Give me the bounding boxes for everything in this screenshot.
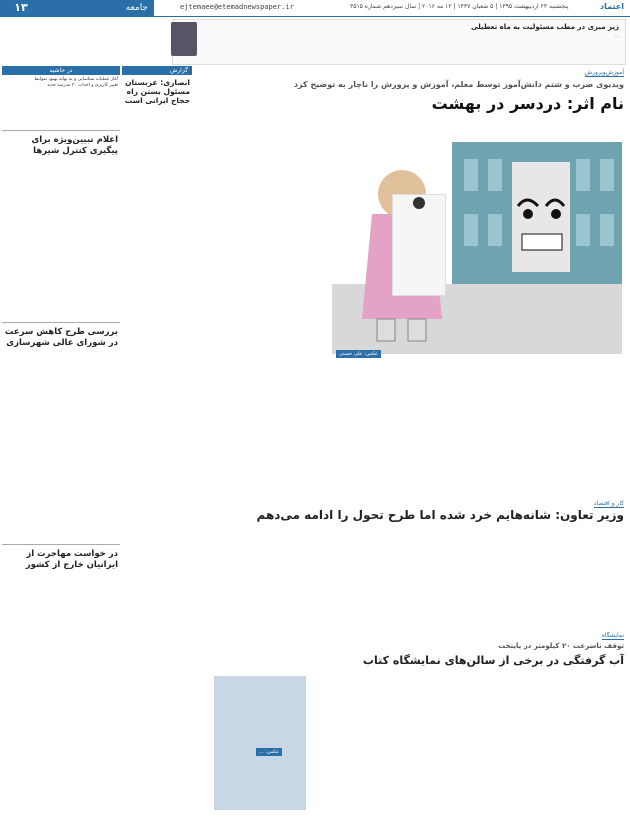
third-subhead: توقف ناسرعت ۲۰ کیلومتر در پایتخت — [498, 642, 624, 650]
quote-box — [392, 194, 446, 296]
left-box-items — [2, 75, 120, 127]
editorial-photo — [171, 22, 197, 56]
third-kicker: نمایشگاه — [601, 632, 624, 639]
email: ejtemaee@etemadnewspaper.ir — [180, 3, 294, 11]
section-label: جامعه — [42, 0, 154, 16]
report-headline: انصاری: عربستان مسئول بستن راه حجاج ایرانی است — [124, 78, 190, 105]
left-column — [2, 66, 120, 818]
main-kicker: آموزش‌و‌پرورش — [584, 69, 624, 76]
main-illustration — [332, 114, 622, 354]
list-item: تغییر کاربری و احداث ۳۰ مدرسه جدید — [47, 83, 118, 88]
third-photo-caption: عکس: ... — [256, 748, 282, 756]
second-body — [196, 528, 624, 624]
third-headline: آب گرفتگی در برخی از سالن‌های نمایشگاه کتاب — [362, 654, 624, 667]
date-line: پنجشنبه ۲۳ اردیبهشت ۱۳۹۵ | ۵ شعبان ۱۴۳۷ | ۱۲ مه ۲۰۱۶ | سال سیزدهم شماره ۳۵۱۵ — [350, 3, 569, 10]
left-text-2 — [2, 351, 120, 541]
main-body-1 — [196, 114, 326, 354]
left-box-label: در حاشیه — [2, 66, 120, 75]
main-photo-caption: عکس: علی حسنی — [336, 350, 381, 358]
list-item: آغاز عملیات شناسایی و به بهانه بهبود ضوابط — [34, 77, 118, 82]
report-column — [122, 66, 192, 496]
main-headline: نام اثر: دردسر در بهشت — [431, 94, 624, 113]
quote-icon — [413, 197, 425, 209]
third-photo — [214, 676, 306, 810]
masthead — [0, 0, 630, 17]
third-body — [312, 676, 624, 810]
left-headline-3: در خواست مهاجرت از ایرانیان خارج از کشور — [25, 549, 118, 570]
main-subhead: ویدیوی ضرب و شتم دانش‌آموز توسط معلم، آموزش و پرورش را ناچار به توضیح کرد — [293, 80, 624, 89]
left-text-1 — [2, 159, 120, 319]
editorial-box — [172, 19, 626, 65]
second-headline: وزیر تعاون: شانه‌هایم خرد شده اما طرح تحول را ادامه می‌دهم — [256, 508, 624, 522]
left-headline-1: اعلام تبیین‌ویژه برای پیگیری کنترل شیرها — [31, 135, 118, 156]
editorial-text: ... — [614, 34, 619, 39]
editorial-title: زیر میزی در مطب مسئولیت به ماه تعطیلی — [471, 23, 619, 31]
logo: اعتماد — [600, 2, 624, 11]
second-kicker: کار و اقتصاد — [593, 500, 624, 507]
page-number: ۱۳ — [0, 0, 42, 16]
main-body-2 — [196, 362, 624, 496]
left-headline-2: بررسی طرح کاهش سرعت در شورای عالی شهرسازی — [4, 327, 118, 348]
report-section: گزارش — [122, 66, 192, 75]
